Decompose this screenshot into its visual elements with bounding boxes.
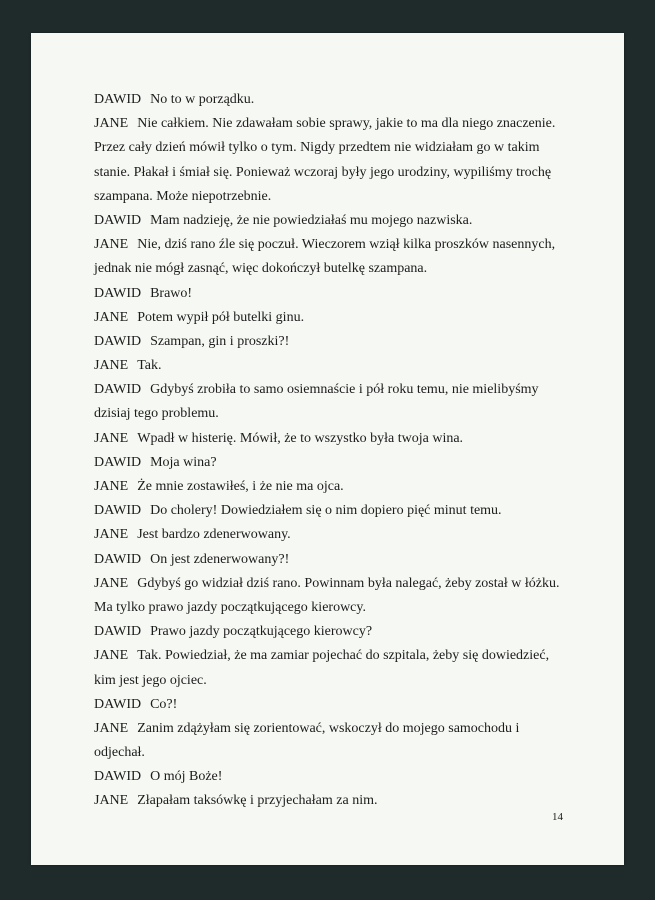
script-line xyxy=(94,378,594,402)
script-line xyxy=(94,572,594,596)
dialogue-text: Gdybyś go widział dziś rano. Powinnam była nalegać, żeby został w łóżku. xyxy=(137,575,560,591)
dialogue-text: Zanim zdążyłam się zorientować, wskoczył do mojego samochodu i xyxy=(137,720,520,736)
script-line xyxy=(94,644,594,668)
dialogue-text: stanie. Płakał i śmiał się. Ponieważ wczoraj były jego urodziny, wypiliśmy trochę xyxy=(94,164,552,180)
script-line xyxy=(94,427,594,451)
script-text xyxy=(94,88,594,814)
speaker-name: JANE xyxy=(94,527,129,543)
dialogue-text: Mam nadzieję, że nie powiedziałaś mu mojego nazwiska. xyxy=(150,212,473,228)
speaker-name: DAWID xyxy=(94,212,142,228)
script-line xyxy=(94,741,594,765)
dialogue-text: Złapałam taksówkę i przyjechałam za nim. xyxy=(137,793,378,809)
dialogue-text: Co?! xyxy=(150,696,178,712)
speaker-name: JANE xyxy=(94,648,129,664)
speaker-name: DAWID xyxy=(94,454,142,470)
script-line xyxy=(94,330,594,354)
dialogue-text: odjechał. xyxy=(94,745,145,761)
script-line xyxy=(94,765,594,789)
speaker-name: JANE xyxy=(94,575,129,591)
dialogue-text: jednak nie mógł zasnąć, więc dokończył butelkę szampana. xyxy=(94,261,428,277)
script-line xyxy=(94,161,594,185)
script-line xyxy=(94,136,594,160)
script-line xyxy=(94,402,594,426)
speaker-name: JANE xyxy=(94,430,129,446)
speaker-name: DAWID xyxy=(94,624,142,640)
speaker-name: JANE xyxy=(94,720,129,736)
dialogue-text: On jest zdenerwowany?! xyxy=(150,551,290,567)
script-line xyxy=(94,257,594,281)
script-line xyxy=(94,475,594,499)
dialogue-text: dzisiaj tego problemu. xyxy=(94,406,219,422)
page-number: 14 xyxy=(552,811,563,823)
script-line xyxy=(94,88,594,112)
script-line xyxy=(94,717,594,741)
speaker-name: JANE xyxy=(94,479,129,494)
dialogue-text: Brawo! xyxy=(150,285,193,301)
dialogue-text: O mój Boże! xyxy=(150,769,223,785)
speaker-name: JANE xyxy=(94,358,129,374)
dialogue-text: Do cholery! Dowiedziałem się o nim dopiero pięć minut temu. xyxy=(150,503,502,519)
speaker-name: DAWID xyxy=(94,696,142,712)
dialogue-text: Przez cały dzień mówił tylko o tym. Nigdy przedtem nie widziałam go w takim xyxy=(94,140,540,156)
dialogue-text: Tak. xyxy=(137,358,162,374)
dialogue-text: No to w porządku. xyxy=(150,92,255,107)
dialogue-text: Że mnie zostawiłeś, i że nie ma ojca. xyxy=(137,479,344,494)
speaker-name: DAWID xyxy=(94,551,142,567)
script-line xyxy=(94,112,594,136)
paper-sheet xyxy=(31,33,624,865)
script-line xyxy=(94,354,594,378)
dialogue-text: Wpadł w histerię. Mówił, że to wszystko była twoja wina. xyxy=(137,430,464,446)
script-line xyxy=(94,596,594,620)
speaker-name: DAWID xyxy=(94,92,142,107)
dialogue-text: Potem wypił pół butelki ginu. xyxy=(137,309,305,325)
script-line xyxy=(94,669,594,693)
dialogue-text: Nie, dziś rano źle się poczuł. Wieczorem wziął kilka proszków nasennych, xyxy=(137,237,556,253)
script-line xyxy=(94,306,594,330)
speaker-name: JANE xyxy=(94,237,129,253)
script-line xyxy=(94,451,594,475)
dialogue-text: szampana. Może niepotrzebnie. xyxy=(94,188,272,204)
script-line xyxy=(94,789,594,813)
dialogue-text: Tak. Powiedział, że ma zamiar pojechać do szpitala, żeby się dowiedzieć, xyxy=(137,648,550,664)
speaker-name: JANE xyxy=(94,116,129,132)
dialogue-text: Ma tylko prawo jazdy początkującego kierowcy. xyxy=(94,599,366,615)
dialogue-text: Nie całkiem. Nie zdawałam sobie sprawy, jakie to ma dla niego znaczenie. xyxy=(137,116,556,132)
script-line xyxy=(94,499,594,523)
script-line xyxy=(94,693,594,717)
script-line xyxy=(94,209,594,233)
script-line xyxy=(94,620,594,644)
dialogue-text: Moja wina? xyxy=(150,454,217,470)
script-line xyxy=(94,282,594,306)
speaker-name: DAWID xyxy=(94,503,142,519)
dialogue-text: Jest bardzo zdenerwowany. xyxy=(137,527,291,543)
speaker-name: DAWID xyxy=(94,333,142,349)
dialogue-text: kim jest jego ojciec. xyxy=(94,672,207,688)
speaker-name: DAWID xyxy=(94,769,142,785)
speaker-name: JANE xyxy=(94,793,129,809)
speaker-name: DAWID xyxy=(94,285,142,301)
speaker-name: JANE xyxy=(94,309,129,325)
dialogue-text: Gdybyś zrobiła to samo osiemnaście i pół roku temu, nie mielibyśmy xyxy=(150,382,539,398)
dialogue-text: Prawo jazdy początkującego kierowcy? xyxy=(150,624,373,640)
script-line xyxy=(94,185,594,209)
speaker-name: DAWID xyxy=(94,382,142,398)
dialogue-text: Szampan, gin i proszki?! xyxy=(150,333,290,349)
script-line xyxy=(94,233,594,257)
script-line xyxy=(94,523,594,547)
script-line xyxy=(94,548,594,572)
